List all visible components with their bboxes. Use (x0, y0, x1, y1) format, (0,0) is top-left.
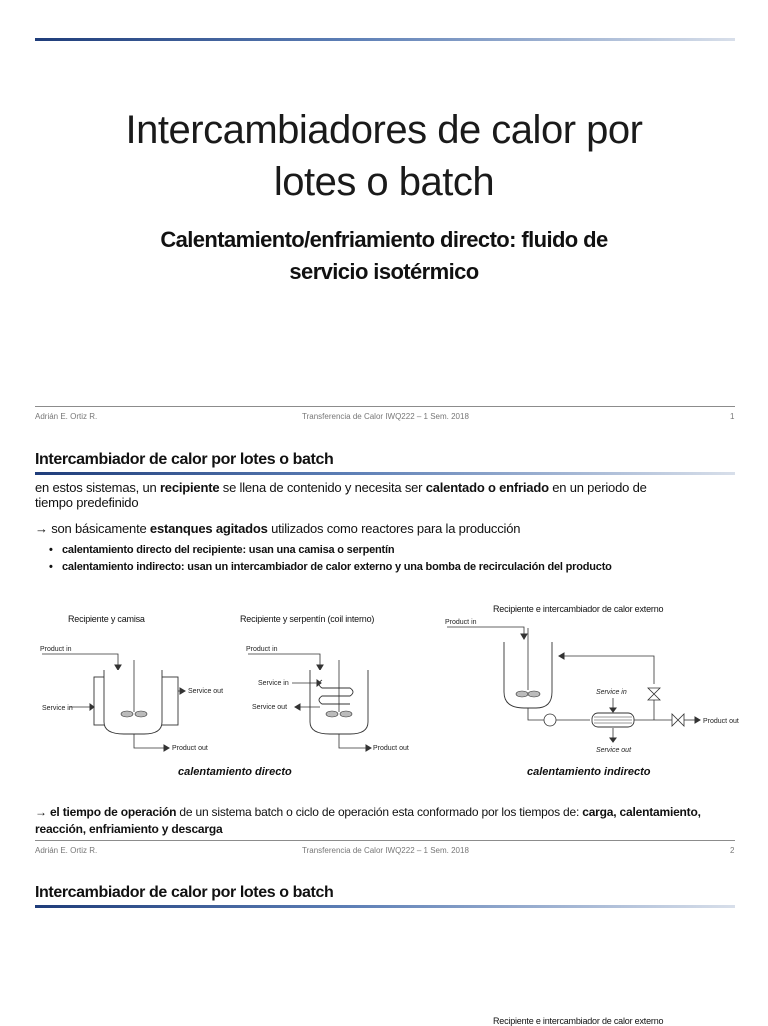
slide3-heading-rule (35, 905, 735, 908)
label-service-in: Service in (42, 705, 73, 712)
slide1-title-line2: lotes o batch (273, 160, 495, 204)
arrow-icon: → (35, 805, 47, 819)
label-service-in-ext: Service in (596, 689, 627, 696)
label-calentamiento-indirecto: calentamiento indirecto (527, 766, 651, 778)
slide1-top-rule (35, 38, 735, 41)
valve-icon (648, 688, 660, 700)
p1-line-2: tiempo predefinido (35, 495, 139, 510)
p3-bold-tiempos: carga, calentamiento, (582, 805, 701, 819)
slide1-subtitle-line2: servicio isotérmico (289, 259, 479, 284)
p3-text-1: de un sistema batch o ciclo de operación esta conformado por los tiempos de: (176, 805, 583, 819)
slide3-figure-caption-externo: Recipiente e intercambiador de calor externo (493, 1016, 664, 1026)
p1-text-1: en estos sistemas, un (35, 480, 160, 495)
label-service-out: Service out (188, 688, 224, 695)
slide2-heading-rule (35, 472, 735, 475)
label-product-in-ext: Product in (445, 619, 477, 626)
slide2-heading: Intercambiador de calor por lotes o batch (35, 451, 334, 468)
figure-caption-serpentin: Recipiente y serpentín (coil interno) (240, 614, 375, 624)
label-product-in-coil: Product in (246, 646, 278, 653)
label-product-out: Product out (172, 745, 208, 752)
p1-bold-recipiente: recipiente (159, 480, 220, 495)
pump-icon (544, 714, 556, 726)
slide2-paragraph-3 (35, 804, 735, 838)
slide3-heading: Intercambiador de calor por lotes o batch (35, 884, 334, 901)
slide2-paragraph-2 (35, 521, 735, 536)
slide1-subtitle-line1: Calentamiento/enfriamiento directo: fluido de (160, 227, 608, 252)
p2-bold-estanques: estanques agitados (149, 521, 268, 536)
slide1-title (60, 104, 708, 208)
valve-out-icon (672, 714, 684, 726)
label-service-out-coil: Service out (252, 704, 288, 711)
arrow-icon: → (35, 521, 48, 536)
bullet-directo: • calentamiento directo del recipiente: usan una camisa o serpentín (62, 544, 394, 556)
p2-text-1: son básicamente (47, 521, 150, 536)
p1-bold-calentado: calentado o enfriado (425, 480, 549, 495)
footer1-course: Transferencia de Calor IWQ222 – 1 Sem. 2018 (302, 412, 469, 421)
figure-caption-externo: Recipiente e intercambiador de calor externo (493, 604, 664, 614)
slide2-footer-rule (35, 840, 735, 841)
figure-vessel-jacket (30, 630, 230, 760)
slide1-subtitle (60, 224, 708, 288)
label-product-out-ext: Product out (703, 718, 739, 725)
p3-bold-line-2: reacción, enfriamiento y descarga (35, 822, 223, 836)
bullet-indirecto: • calentamiento indirecto: usan un intercambiador de calor externo y una bomba de recirculación del producto (62, 561, 612, 573)
p1-text-2: se llena de contenido y necesita ser (219, 480, 426, 495)
slide2-paragraph-1 (35, 480, 735, 510)
figure-external-exchanger (440, 612, 740, 762)
p3-bold-tiempo: el tiempo de operación (46, 805, 177, 819)
footer1-author: Adrián E. Ortiz R. (35, 412, 98, 421)
footer2-page-number: 2 (730, 846, 735, 855)
p2-text-2: utilizados como reactores para la producción (267, 521, 521, 536)
footer2-author: Adrián E. Ortiz R. (35, 846, 98, 855)
p1-text-3: en un periodo de (548, 480, 647, 495)
slide1-footer-rule (35, 406, 735, 407)
figure-vessel-coil (240, 630, 440, 760)
label-calentamiento-directo: calentamiento directo (178, 766, 292, 778)
figure-caption-camisa: Recipiente y camisa (68, 614, 145, 624)
label-product-out-coil: Product out (373, 745, 409, 752)
footer2-course: Transferencia de Calor IWQ222 – 1 Sem. 2018 (302, 846, 469, 855)
label-product-in: Product in (40, 646, 72, 653)
label-service-in-coil: Service in (258, 680, 289, 687)
slide1-title-line1: Intercambiadores de calor por (125, 108, 643, 152)
footer1-page-number: 1 (730, 412, 735, 421)
label-service-out-ext: Service out (596, 747, 632, 754)
